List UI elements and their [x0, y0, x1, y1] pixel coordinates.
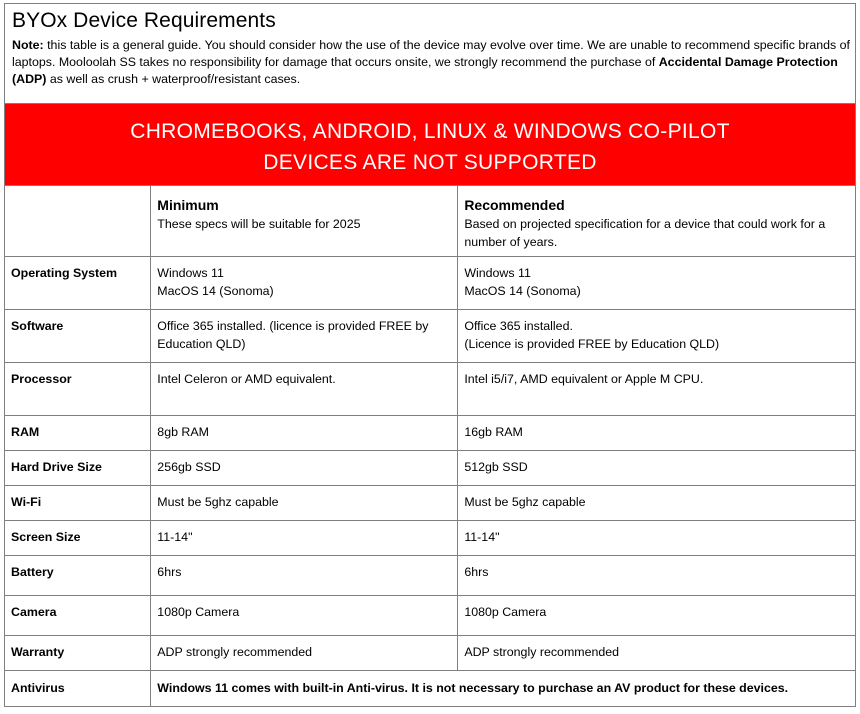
table-row-processor — [5, 363, 856, 416]
header-minimum — [151, 186, 458, 257]
software-rec-line-2: (Licence is provided FREE by Education QLD) — [464, 337, 720, 351]
cell-minimum: 1080p Camera — [151, 596, 458, 636]
os-min-line-2: MacOS 14 (Sonoma) — [157, 284, 274, 298]
note-bold-adp: Accidental Damage Protection (ADP) — [12, 55, 838, 86]
document-header — [4, 3, 856, 103]
table-row-ram — [5, 416, 856, 451]
page-title: BYOx Device Requirements — [12, 9, 276, 32]
row-label: Warranty — [5, 636, 151, 671]
cell-recommended: 512gb SSD — [458, 451, 856, 486]
cell-minimum: Must be 5ghz capable — [151, 486, 458, 521]
row-label: Wi-Fi — [5, 486, 151, 521]
row-label: Screen Size — [5, 521, 151, 556]
cell-recommended: Intel i5/i7, AMD equivalent or Apple M CPU. — [458, 363, 856, 416]
recommended-subtitle: Based on projected specification for a device that could work for a number of years. — [464, 217, 826, 249]
recommended-title: Recommended — [464, 197, 565, 213]
table-row-battery — [5, 556, 856, 596]
cell-recommended: Must be 5ghz capable — [458, 486, 856, 521]
table-row-hdd — [5, 451, 856, 486]
cell-recommended: 6hrs — [458, 556, 856, 596]
cell-minimum: ADP strongly recommended — [151, 636, 458, 671]
cell-recommended — [458, 310, 856, 363]
os-rec-line-2: MacOS 14 (Sonoma) — [464, 284, 581, 298]
cell-minimum: 256gb SSD — [151, 451, 458, 486]
header-recommended — [458, 186, 856, 257]
os-min-line-1: Windows 11 — [157, 266, 224, 280]
note-label: Note: — [12, 38, 44, 52]
table-row-antivirus — [5, 671, 856, 707]
row-label: RAM — [5, 416, 151, 451]
note-paragraph — [12, 37, 850, 88]
table-row-camera — [5, 596, 856, 636]
minimum-title: Minimum — [157, 197, 219, 213]
row-label: Processor — [5, 363, 151, 416]
note-text-2: as well as crush + waterproof/resistant cases. — [46, 72, 301, 86]
table-row-warranty — [5, 636, 856, 671]
cell-minimum: Intel Celeron or AMD equivalent. — [151, 363, 458, 416]
table-row-screen — [5, 521, 856, 556]
table-row-os — [5, 257, 856, 310]
row-label: Software — [5, 310, 151, 363]
cell-minimum: 6hrs — [151, 556, 458, 596]
banner-line-2: DEVICES ARE NOT SUPPORTED — [263, 151, 597, 174]
table-header-row — [5, 186, 856, 257]
antivirus-note: Windows 11 comes with built-in Anti-virus. It is not necessary to purchase an AV product for these devices. — [151, 671, 856, 707]
cell-minimum: Office 365 installed. (licence is provided FREE by Education QLD) — [151, 310, 458, 363]
row-label: Camera — [5, 596, 151, 636]
unsupported-devices-banner — [4, 103, 856, 185]
row-label: Hard Drive Size — [5, 451, 151, 486]
byox-document — [4, 3, 856, 707]
cell-minimum: 8gb RAM — [151, 416, 458, 451]
cell-recommended: 11-14" — [458, 521, 856, 556]
row-label: Antivirus — [5, 671, 151, 707]
software-rec-line-1: Office 365 installed. — [464, 319, 573, 333]
cell-recommended: 16gb RAM — [458, 416, 856, 451]
table-row-software — [5, 310, 856, 363]
row-label: Battery — [5, 556, 151, 596]
note-text-1: this table is a general guide. You should consider how the use of the device may evolve over time. We are unable to recommend specific brands of laptops. Mooloolah SS takes no responsibility for damage that occurs onsite, we strongly recommend the purchase of — [12, 38, 850, 69]
cell-recommended — [458, 257, 856, 310]
header-empty-cell — [5, 186, 151, 257]
minimum-subtitle: These specs will be suitable for 2025 — [157, 217, 361, 231]
cell-recommended: ADP strongly recommended — [458, 636, 856, 671]
os-rec-line-1: Windows 11 — [464, 266, 531, 280]
cell-minimum: 11-14" — [151, 521, 458, 556]
cell-minimum — [151, 257, 458, 310]
cell-recommended: 1080p Camera — [458, 596, 856, 636]
table-row-wifi — [5, 486, 856, 521]
requirements-table — [4, 185, 856, 707]
row-label: Operating System — [5, 257, 151, 310]
banner-line-1: CHROMEBOOKS, ANDROID, LINUX & WINDOWS CO-PILOT — [130, 120, 730, 143]
